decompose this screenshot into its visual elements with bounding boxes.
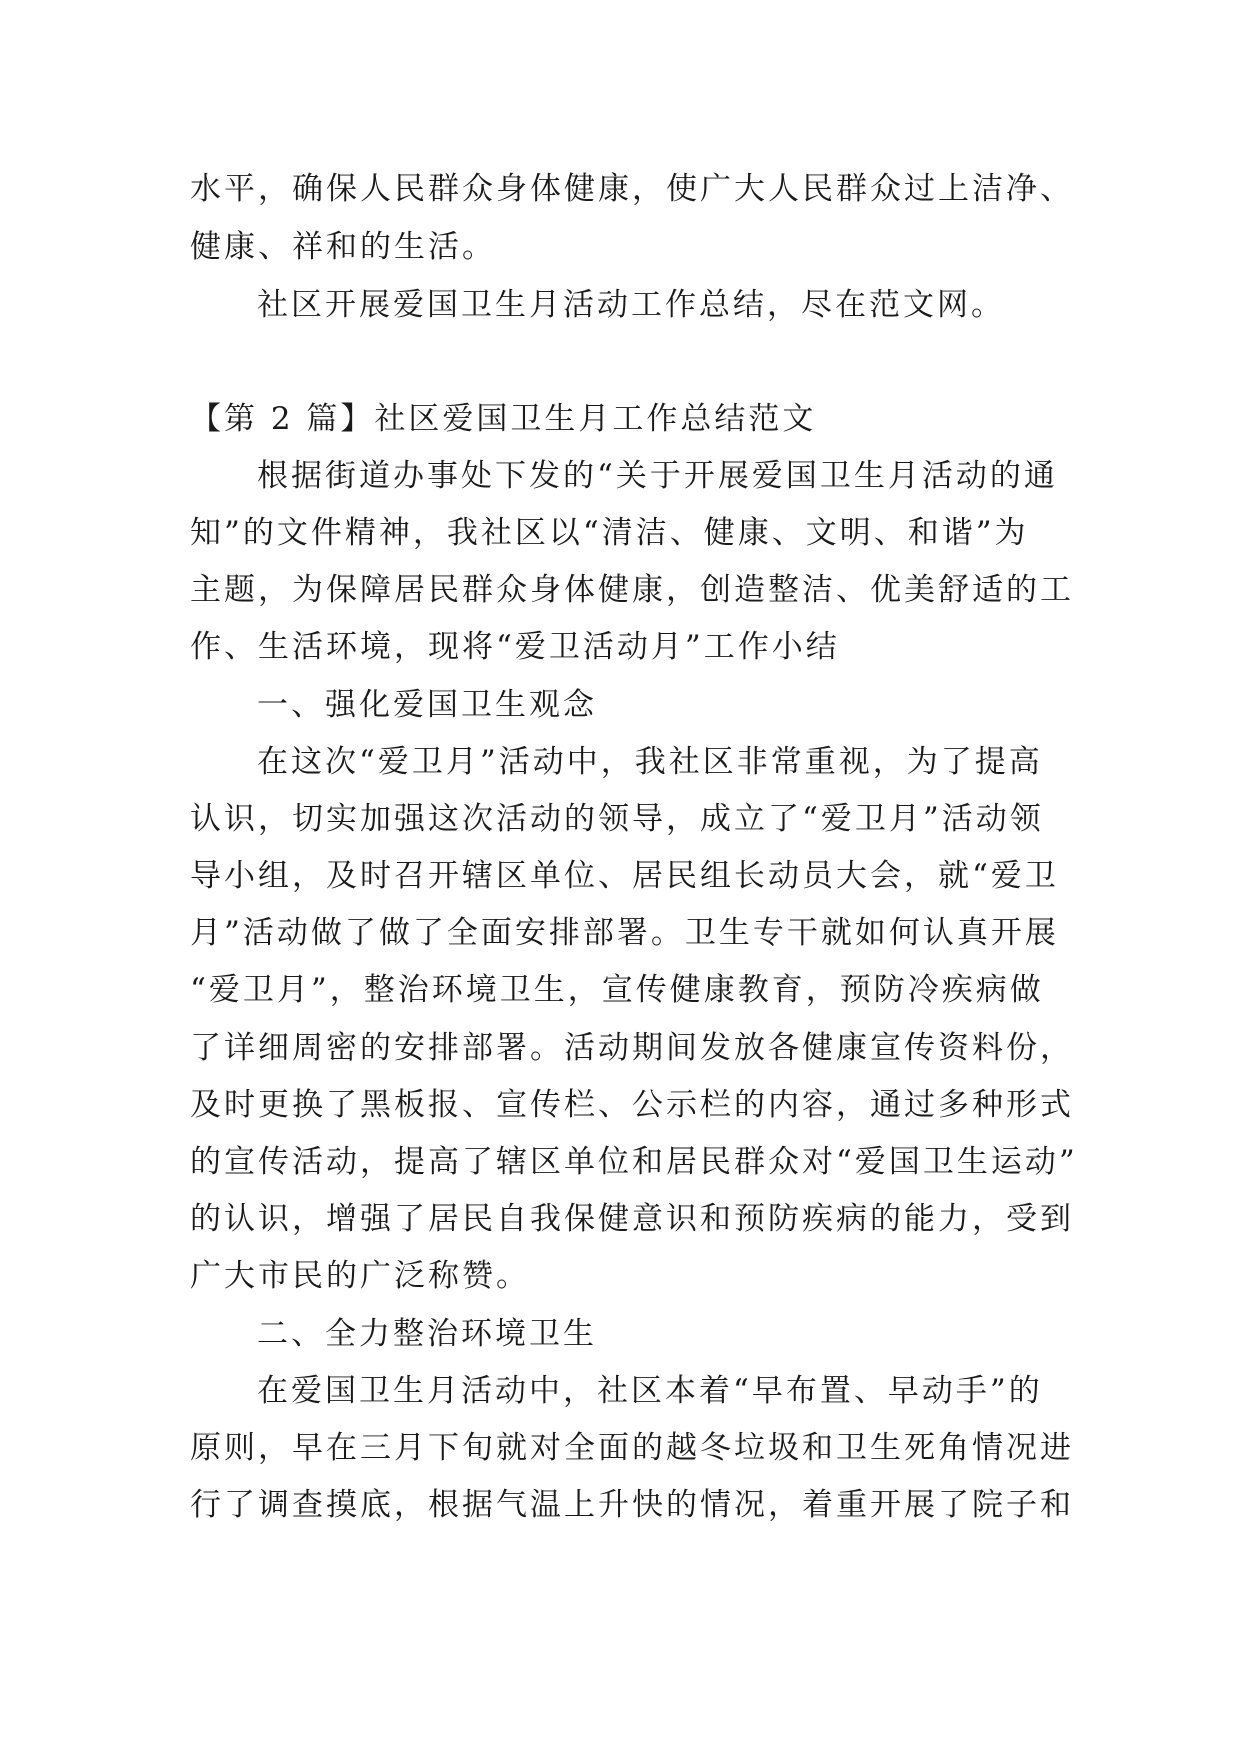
subheading: 二、全力整治环境卫生 [257,1316,597,1352]
text-line: 水平，确保人民群众身体健康，使广大人民群众过上洁净、 [190,171,1074,207]
text-line: 在这次“爱卫月”活动中，我社区非常重视，为了提高 [257,744,1043,780]
text-line: 在爱国卫生月活动中，社区本着“早布置、早动手”的 [257,1373,1043,1409]
text-line: 月”活动做了做了全面安排部署。卫生专干就如何认真开展 [190,915,1059,951]
section-heading: 【第 2 篇】社区爱国卫生月工作总结范文 [190,401,817,437]
text-line: 社区开展爱国卫生月活动工作总结，尽在范文网。 [257,287,1005,323]
text-line: 认识，切实加强这次活动的领导，成立了“爱卫月”活动领 [190,801,1044,837]
text-line: 主题，为保障居民群众身体健康，创造整洁、优美舒适的工 [190,572,1074,608]
text-line: 健康、祥和的生活。 [190,229,496,265]
text-line: 了详细周密的安排部署。活动期间发放各健康宣传资料份， [190,1030,1074,1066]
text-line: 作、生活环境，现将“爱卫活动月”工作小结 [190,629,840,665]
text-line: 及时更换了黑板报、宣传栏、公示栏的内容，通过多种形式 [190,1087,1074,1123]
text-line: 知”的文件精神，我社区以“清洁、健康、文明、和谐”为 [190,515,1029,551]
subheading: 一、强化爱国卫生观念 [257,687,597,723]
text-line: 原则，早在三月下旬就对全面的越冬垃圾和卫生死角情况进 [190,1430,1074,1466]
text-line: 的宣传活动，提高了辖区单位和居民群众对“爱国卫生运动” [190,1144,1078,1180]
text-line: 广大市民的广泛称赞。 [190,1258,530,1294]
text-line: 行了调查摸底，根据气温上升快的情况，着重开展了院子和 [190,1487,1074,1523]
text-line: 导小组，及时召开辖区单位、居民组长动员大会，就“爱卫 [190,858,1059,894]
text-line: 的认识，增强了居民自我保健意识和预防疾病的能力，受到 [190,1201,1074,1237]
text-line: “爱卫月”，整治环境卫生，宣传健康教育，预防冷疾病做 [190,972,1044,1008]
text-line: 根据街道办事处下发的“关于开展爱国卫生月活动的通 [257,458,1058,494]
